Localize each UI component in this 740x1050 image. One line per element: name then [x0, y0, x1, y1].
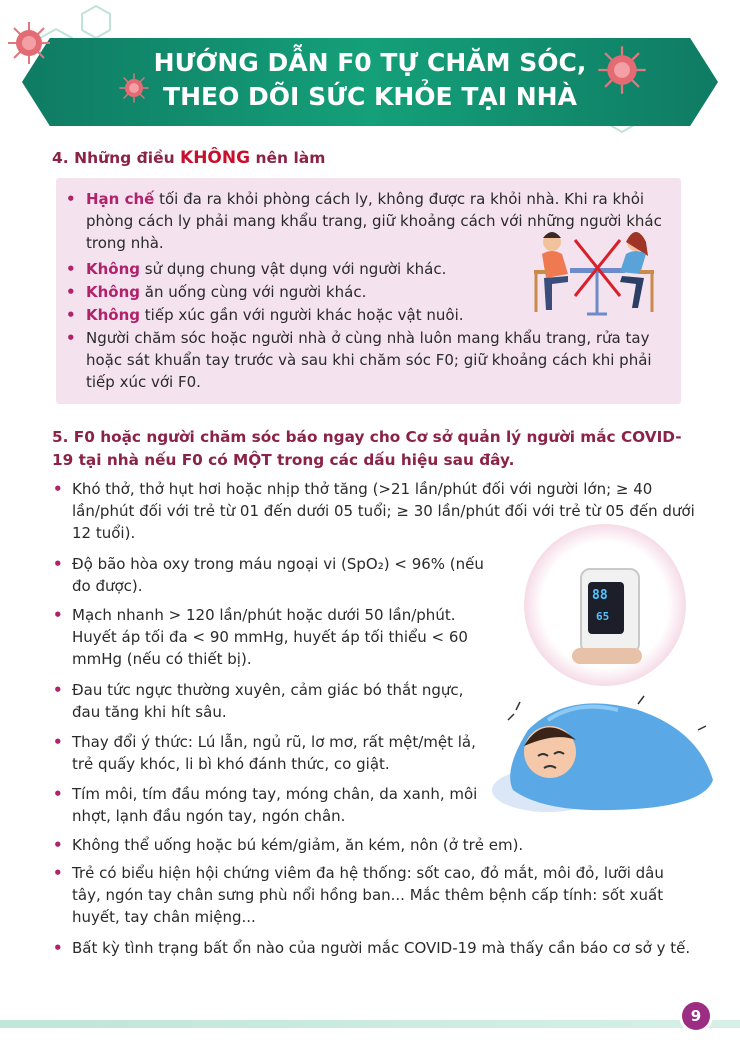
- title-line-2: THEO DÕI SỨC KHỎE TẠI NHÀ: [163, 82, 577, 111]
- list-item: • Hạn chế tối đa ra khỏi phòng cách ly, không được ra khỏi nhà. Khi ra khỏi phòng cách ly phải mang khẩu trang, giữ khoảng cách với những người khác trong nhà.: [66, 190, 662, 252]
- section-title-strong: KHÔNG: [180, 148, 251, 168]
- title-line-1: HƯỚNG DẪN F0 TỰ CHĂM SÓC,: [153, 48, 587, 77]
- section-title-post: nên làm: [255, 149, 326, 167]
- section-4-title: [52, 148, 325, 168]
- section-number: 4.: [52, 149, 69, 167]
- item-text: tối đa ra khỏi phòng cách ly, không được ra khỏi nhà. Khi ra khỏi phòng cách ly phải mang khẩu trang, giữ khoảng cách với những người khác trong nhà.: [86, 190, 662, 252]
- pulse-oximeter-icon: [524, 524, 686, 686]
- list-item: • Không tiếp xúc gần với người khác hoặc vật nuôi.: [66, 306, 464, 324]
- item-text: Bất kỳ tình trạng bất ổn nào của người mắc COVID-19 mà thấy cần báo cơ sở y tế.: [72, 939, 691, 957]
- item-text: tiếp xúc gần với người khác hoặc vật nuôi.: [140, 306, 464, 324]
- list-item: • Đau tức ngực thường xuyên, cảm giác bó thắt ngực, đau tăng khi hít sâu.: [55, 679, 490, 723]
- keyword: Không: [86, 306, 141, 324]
- item-text: Khó thở, thở hụt hơi hoặc nhịp thở tăng (>21 lần/phút đối với người lớn; ≥ 40 lần/phút đối với trẻ từ 01 đến dưới 05 tuổi; ≥ 30 lần/phút đối với trẻ từ 05 đến dưới 12 tuổi).: [72, 480, 695, 542]
- sick-child-blanket-icon: [488, 690, 720, 820]
- list-item: • Tím môi, tím đầu móng tay, móng chân, da xanh, môi nhợt, lạnh đầu ngón tay, ngón chân.: [55, 783, 490, 827]
- page-header: [0, 0, 740, 150]
- keyword: Hạn chế: [86, 190, 155, 208]
- item-text: Mạch nhanh > 120 lần/phút hoặc dưới 50 lần/phút. Huyết áp tối đa < 90 mmHg, huyết áp tối thiểu < 60 mmHg (nếu có thiết bị).: [72, 606, 468, 668]
- item-text: Độ bão hòa oxy trong máu ngoại vi (SpO₂) < 96% (nếu đo được).: [72, 555, 484, 595]
- oximeter-reading-top: 88: [592, 588, 608, 603]
- item-text: Tím môi, tím đầu móng tay, móng chân, da xanh, môi nhợt, lạnh đầu ngón tay, ngón chân.: [72, 785, 478, 825]
- item-text: Không thể uống hoặc bú kém/giảm, ăn kém, nôn (ở trẻ em).: [72, 836, 524, 854]
- list-item: • Không ăn uống cùng với người khác.: [66, 283, 367, 301]
- list-item: • Mạch nhanh > 120 lần/phút hoặc dưới 50 lần/phút. Huyết áp tối đa < 90 mmHg, huyết áp tối thiểu < 60 mmHg (nếu có thiết bị).: [55, 604, 490, 670]
- people-no-eating-together-icon: [530, 226, 660, 318]
- item-text: sử dụng chung vật dụng với người khác.: [140, 260, 447, 278]
- item-text: Thay đổi ý thức: Lú lẫn, ngủ rũ, lơ mơ, rất mệt/mệt lả, trẻ quấy khóc, li bì khó đánh thức, co giật.: [72, 733, 476, 773]
- section-title-pre: Những điều: [74, 149, 175, 167]
- item-text: Đau tức ngực thường xuyên, cảm giác bó thắt ngực, đau tăng khi hít sâu.: [72, 681, 464, 721]
- list-item: • Không thể uống hoặc bú kém/giảm, ăn kém, nôn (ở trẻ em).: [55, 834, 695, 856]
- item-text: ăn uống cùng với người khác.: [140, 283, 367, 301]
- list-item: • Độ bão hòa oxy trong máu ngoại vi (SpO₂) < 96% (nếu đo được).: [55, 553, 490, 597]
- list-item: • Thay đổi ý thức: Lú lẫn, ngủ rũ, lơ mơ, rất mệt/mệt lả, trẻ quấy khóc, li bì khó đánh thức, co giật.: [55, 731, 490, 775]
- item-text: Người chăm sóc hoặc người nhà ở cùng nhà luôn mang khẩu trang, rửa tay hoặc sát khuẩn tay trước và sau khi chăm sóc F0; giữ khoảng cách khi phải tiếp xúc với F0.: [86, 329, 652, 391]
- page-number-badge: 9: [682, 1002, 710, 1030]
- keyword: Không: [86, 260, 141, 278]
- list-item: • Trẻ có biểu hiện hội chứng viêm đa hệ thống: sốt cao, đỏ mắt, môi đỏ, lưỡi dâu tây, ngón tay chân sưng phù nổi hồng ban... Mắc thêm bệnh cấp tính: sốt xuất huyết, tay chân miệng...: [55, 862, 695, 928]
- keyword: Không: [86, 283, 141, 301]
- item-text: Trẻ có biểu hiện hội chứng viêm đa hệ thống: sốt cao, đỏ mắt, môi đỏ, lưỡi dâu tây, ngón tay chân sưng phù nổi hồng ban... Mắc thêm bệnh cấp tính: sốt xuất huyết, tay chân miệng...: [72, 864, 664, 926]
- footer-bar: [0, 1020, 740, 1028]
- list-item: • Bất kỳ tình trạng bất ổn nào của người mắc COVID-19 mà thấy cần báo cơ sở y tế.: [55, 937, 695, 959]
- list-item: • Không sử dụng chung vật dụng với người khác.: [66, 260, 447, 278]
- page-title: [0, 46, 740, 114]
- section-5-title: 5. F0 hoặc người chăm sóc báo ngay cho Cơ sở quản lý người mắc COVID-19 tại nhà nếu F0 có MỘT trong các dấu hiệu sau đây.: [52, 428, 682, 469]
- list-item: • Người chăm sóc hoặc người nhà ở cùng nhà luôn mang khẩu trang, rửa tay hoặc sát khuẩn tay trước và sau khi chăm sóc F0; giữ khoảng cách khi phải tiếp xúc với F0.: [66, 329, 652, 391]
- list-item: • Khó thở, thở hụt hơi hoặc nhịp thở tăng (>21 lần/phút đối với người lớn; ≥ 40 lần/phút đối với trẻ từ 01 đến dưới 05 tuổi; ≥ 30 lần/phút đối với trẻ từ 05 đến dưới 12 tuổi).: [53, 480, 695, 542]
- oximeter-reading-bottom: 65: [596, 610, 610, 623]
